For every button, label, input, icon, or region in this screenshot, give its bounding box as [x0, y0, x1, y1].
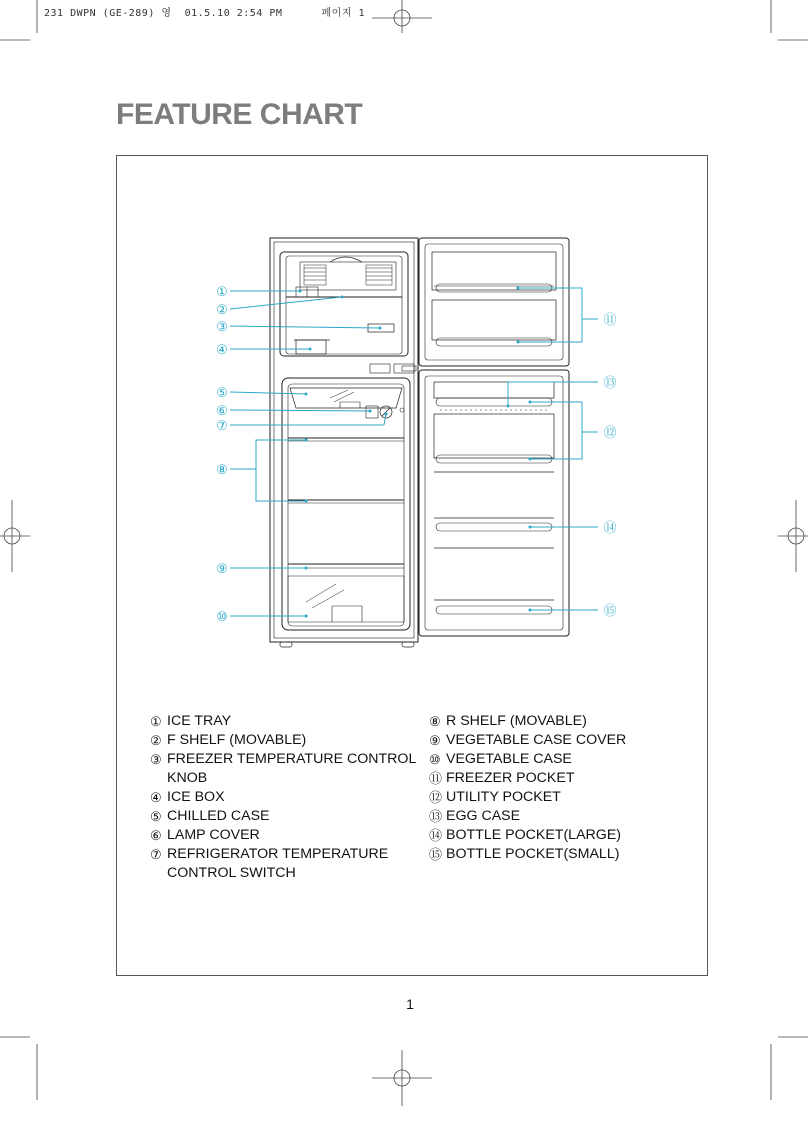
- legend-number: ⑤: [150, 809, 162, 824]
- callout-10: ⑩: [216, 609, 228, 624]
- legend-number: ⑮: [429, 847, 443, 862]
- print-header: 231 DWPN (GE-289) 영 01.5.10 2:54 PM 페이지 1: [44, 8, 366, 19]
- legend-label: ICE TRAY: [167, 713, 232, 729]
- legend-label: EGG CASE: [446, 808, 521, 824]
- legend-right: [429, 712, 699, 864]
- legend-label: BOTTLE POCKET(LARGE): [446, 827, 622, 843]
- legend-label: BOTTLE POCKET(SMALL): [446, 846, 620, 862]
- callout-9: ⑨: [216, 561, 228, 576]
- legend-label: UTILITY POCKET: [446, 789, 561, 805]
- left-freezer-compartment: [280, 252, 408, 356]
- legend-number: ⑭: [429, 828, 443, 843]
- page-number: 1: [406, 996, 414, 1012]
- legend-label: REFRIGERATOR TEMPERATURE: [167, 846, 389, 862]
- callout-3: ③: [216, 319, 228, 334]
- callout-14: ⑭: [603, 520, 617, 535]
- legend-label: F SHELF (MOVABLE): [167, 732, 307, 748]
- legend-item: [429, 807, 699, 826]
- legend-label: VEGETABLE CASE: [446, 751, 572, 767]
- legend-number: ⑬: [429, 809, 443, 824]
- legend-number: ①: [150, 714, 162, 729]
- legend-item: [150, 788, 420, 807]
- legend-number: ③: [150, 752, 162, 767]
- callout-6: ⑥: [216, 403, 228, 418]
- legend-number: ⑩: [429, 752, 441, 767]
- callout-1: ①: [216, 284, 228, 299]
- legend-label: FREEZER POCKET: [446, 770, 575, 786]
- callout-13: ⑬: [603, 375, 617, 390]
- legend-item: [150, 826, 420, 845]
- callout-15: ⑮: [603, 603, 617, 618]
- legend-item: [429, 769, 699, 788]
- legend-item: [429, 731, 699, 750]
- legend-item: [150, 750, 420, 788]
- legend-item: [150, 712, 420, 731]
- legend-number: ⑨: [429, 733, 441, 748]
- legend-item: [429, 750, 699, 769]
- legend-label-cont: CONTROL SWITCH: [167, 865, 296, 881]
- page-title: FEATURE CHART: [116, 98, 363, 131]
- legend-item: [429, 788, 699, 807]
- legend-number: ⑥: [150, 828, 162, 843]
- callout-7: ⑦: [216, 418, 228, 433]
- legend-number: ⑫: [429, 790, 443, 805]
- legend-item: [429, 845, 699, 864]
- legend-number: ⑧: [429, 714, 441, 729]
- legend-item: [150, 731, 420, 750]
- callout-8: ⑧: [216, 462, 228, 477]
- legend-label: VEGETABLE CASE COVER: [446, 732, 627, 748]
- legend-label: CHILLED CASE: [167, 808, 270, 824]
- legend-number: ②: [150, 733, 162, 748]
- legend-number: ⑦: [150, 847, 162, 862]
- legend-item: [429, 712, 699, 731]
- callout-4: ④: [216, 342, 228, 357]
- freezer-door: [419, 238, 569, 366]
- legend-left: [150, 712, 420, 883]
- legend-label: R SHELF (MOVABLE): [446, 713, 587, 729]
- legend-item: [429, 826, 699, 845]
- legend-item: [150, 807, 420, 826]
- callout-5: ⑤: [216, 385, 228, 400]
- legend-label: LAMP COVER: [167, 827, 260, 843]
- legend-label: ICE BOX: [167, 789, 225, 805]
- legend-label-cont: KNOB: [167, 770, 208, 786]
- callout-12: ⑫: [603, 425, 617, 440]
- callout-11: ⑪: [603, 312, 617, 327]
- legend-label: FREEZER TEMPERATURE CONTROL: [167, 751, 417, 767]
- legend-number: ⑪: [429, 771, 443, 786]
- legend-number: ④: [150, 790, 162, 805]
- callout-2: ②: [216, 302, 228, 317]
- legend-item: [150, 845, 420, 883]
